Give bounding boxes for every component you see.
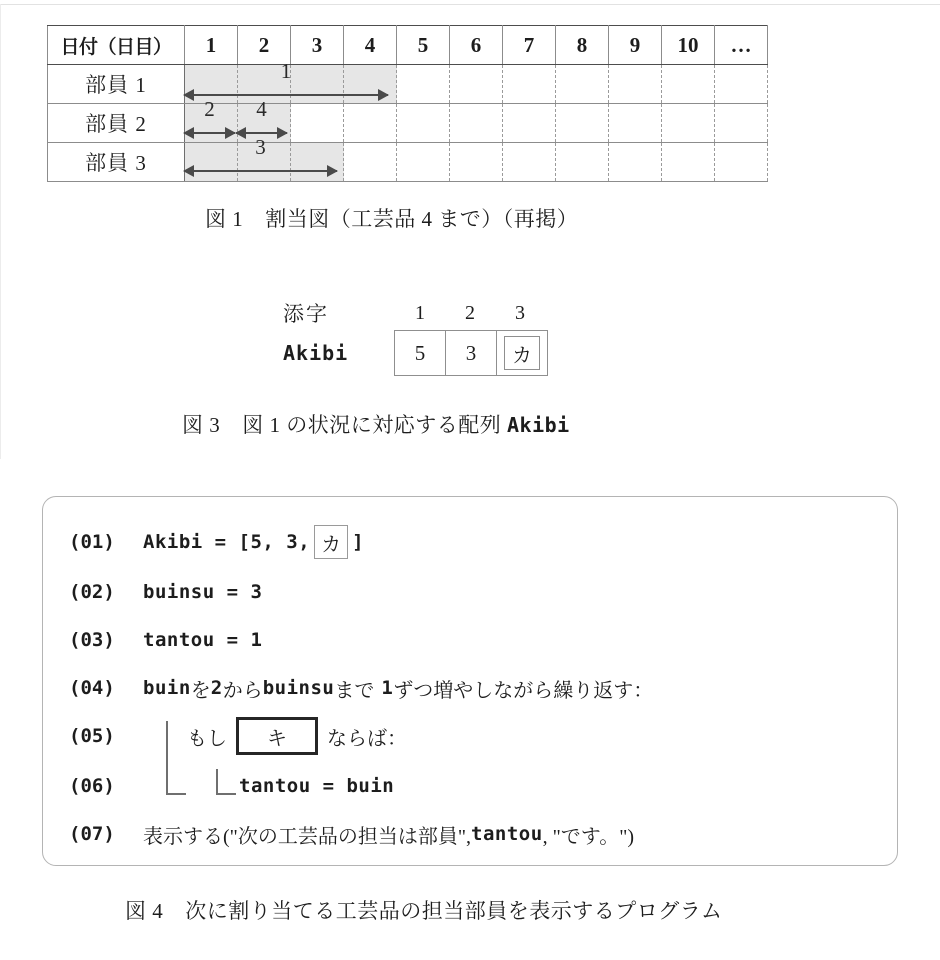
cell-m1-d3 — [291, 65, 344, 104]
code-jp-display-open: 表示する("次の工芸品の担当は部員", — [143, 825, 471, 848]
cell-m3-d2 — [238, 143, 291, 182]
header-day-6: 6 — [450, 26, 503, 65]
array-index-row — [283, 296, 548, 330]
line-number-07: (07) — [69, 823, 115, 845]
cell-m3-d3 — [291, 143, 344, 182]
code-line-06 — [69, 769, 394, 803]
header-day-8: 8 — [556, 26, 609, 65]
line-number-02: (02) — [69, 581, 115, 603]
code-jp-display-close: , "です。") — [542, 825, 635, 848]
cell-m2-d10 — [662, 104, 715, 143]
cell-m1-d10 — [662, 65, 715, 104]
header-day-more: … — [715, 26, 768, 65]
line-number-05: (05) — [69, 725, 115, 747]
code-jp-loop-tail: ずつ増やしながら繰り返す： — [393, 679, 654, 702]
cell-m3-d1 — [185, 143, 238, 182]
cell-m3-d7 — [503, 143, 556, 182]
table-row-member-2 — [48, 104, 768, 143]
row-label-member-1: 部員 1 — [48, 65, 185, 104]
gantt-bar-label: 3 — [255, 135, 266, 159]
array-cell-1: 5 — [394, 330, 446, 376]
cell-m2-d6 — [450, 104, 503, 143]
figure3-array-akibi — [283, 296, 548, 376]
cell-m1-d5 — [397, 65, 450, 104]
cell-m1-d8 — [556, 65, 609, 104]
header-day-10: 10 — [662, 26, 715, 65]
array-index-label: 添字 — [283, 302, 329, 326]
cell-m3-d6 — [450, 143, 503, 182]
cell-m1-dmore — [715, 65, 768, 104]
cell-m2-dmore — [715, 104, 768, 143]
cell-m2-d4 — [344, 104, 397, 143]
code-jp-wo: を — [190, 679, 211, 702]
array-index-2: 2 — [465, 301, 475, 324]
code-tail-01: ] — [352, 531, 365, 553]
header-day-9: 9 — [609, 26, 662, 65]
answer-box-ki: キ — [236, 717, 318, 755]
allocation-table — [47, 25, 768, 182]
line-number-03: (03) — [69, 629, 115, 651]
cell-m1-d7 — [503, 65, 556, 104]
row-label-member-3: 部員 3 — [48, 143, 185, 182]
array-cell-2: 3 — [445, 330, 497, 376]
cell-m3-d10 — [662, 143, 715, 182]
array-index-1: 1 — [415, 301, 425, 324]
code-var-tantou: tantou — [471, 823, 543, 845]
code-text-06: tantou = buin — [239, 775, 395, 797]
cell-m3-d8 — [556, 143, 609, 182]
code-text-01: Akibi = [5, 3, — [143, 531, 311, 553]
code-var-buinsu: buinsu — [262, 677, 335, 699]
code-jp-kara: から — [222, 679, 263, 702]
figure1-gantt-chart — [47, 25, 768, 182]
table-row-member-1 — [48, 65, 768, 104]
cell-m2-d3 — [291, 104, 344, 143]
line-number-01: (01) — [69, 531, 115, 553]
cell-m3-d9 — [609, 143, 662, 182]
code-body-04 — [143, 674, 653, 703]
header-day-7: 7 — [503, 26, 556, 65]
figure1-caption-number: 図 1 — [205, 207, 244, 231]
gantt-bar-label: 4 — [256, 97, 267, 121]
figure3-caption-array-name: Akibi — [507, 413, 570, 437]
array-cell-3 — [496, 330, 548, 376]
code-jp-moshi: もし — [187, 727, 227, 750]
array-value-row — [283, 330, 548, 376]
cell-m2-d8 — [556, 104, 609, 143]
code-num-2: 2 — [210, 677, 223, 699]
cell-m1-d6 — [450, 65, 503, 104]
cell-m2-d1 — [185, 104, 238, 143]
code-body-01 — [143, 525, 364, 559]
code-num-1: 1 — [381, 677, 394, 699]
cell-m2-d7 — [503, 104, 556, 143]
page-top-rule — [0, 4, 940, 5]
header-day-2: 2 — [238, 26, 291, 65]
code-body-03 — [143, 629, 262, 651]
header-day-5: 5 — [397, 26, 450, 65]
line-number-04: (04) — [69, 677, 115, 699]
answer-box-ka: カ — [314, 525, 348, 559]
figure4-caption-number: 図 4 — [125, 899, 164, 923]
code-line-02 — [69, 575, 262, 609]
figure4-caption-text: 次に割り当てる工芸品の担当部員を表示するプログラム — [185, 899, 723, 923]
header-date-label: 日付（日目） — [48, 26, 185, 65]
code-line-07 — [69, 817, 634, 851]
code-line-04 — [69, 671, 653, 705]
figure1-caption — [205, 203, 578, 233]
code-body-05 — [187, 717, 407, 755]
figure3-caption — [182, 409, 570, 439]
table-row-member-3 — [48, 143, 768, 182]
header-day-1: 1 — [185, 26, 238, 65]
cell-m1-d9 — [609, 65, 662, 104]
code-jp-naraba: ならば： — [327, 727, 407, 750]
code-body-02 — [143, 581, 262, 603]
code-body-07 — [143, 820, 634, 849]
cell-m2-d5 — [397, 104, 450, 143]
array-index-3: 3 — [515, 301, 525, 324]
figure4-program-box — [42, 496, 898, 866]
figure1-caption-text: 割当図（工芸品 4 まで）（再掲） — [265, 207, 579, 231]
header-day-4: 4 — [344, 26, 397, 65]
gantt-bar-label: 1 — [280, 59, 292, 83]
cell-m1-d1 — [185, 65, 238, 104]
line-number-06: (06) — [69, 775, 115, 797]
code-var-buin: buin — [143, 677, 191, 699]
cell-m2-d2 — [238, 104, 291, 143]
array-name-label: Akibi — [283, 341, 349, 365]
cell-m2-d9 — [609, 104, 662, 143]
cell-m3-d4 — [344, 143, 397, 182]
code-line-01 — [69, 525, 364, 559]
code-line-03 — [69, 623, 262, 657]
header-day-3: 3 — [291, 26, 344, 65]
code-jp-made: まで — [334, 679, 375, 702]
code-text-03: tantou = 1 — [143, 629, 263, 651]
cell-m1-d4 — [344, 65, 397, 104]
cell-m1-d2 — [238, 65, 291, 104]
figure3-caption-text: 図 1 の状況に対応する配列 — [242, 413, 507, 437]
gantt-bar-label: 2 — [204, 97, 215, 121]
code-body-06 — [239, 775, 394, 797]
figure4-caption — [125, 895, 723, 925]
table-header-row — [48, 26, 768, 65]
cell-m3-d5 — [397, 143, 450, 182]
code-text-02: buinsu = 3 — [143, 581, 263, 603]
array-cells — [395, 330, 548, 376]
row-label-member-2: 部員 2 — [48, 104, 185, 143]
cell-m3-dmore — [715, 143, 768, 182]
code-line-05 — [69, 719, 407, 753]
page-left-edge — [0, 4, 1, 459]
figure3-caption-number: 図 3 — [182, 413, 221, 437]
array-cell-3-answer-box: カ — [504, 336, 540, 370]
